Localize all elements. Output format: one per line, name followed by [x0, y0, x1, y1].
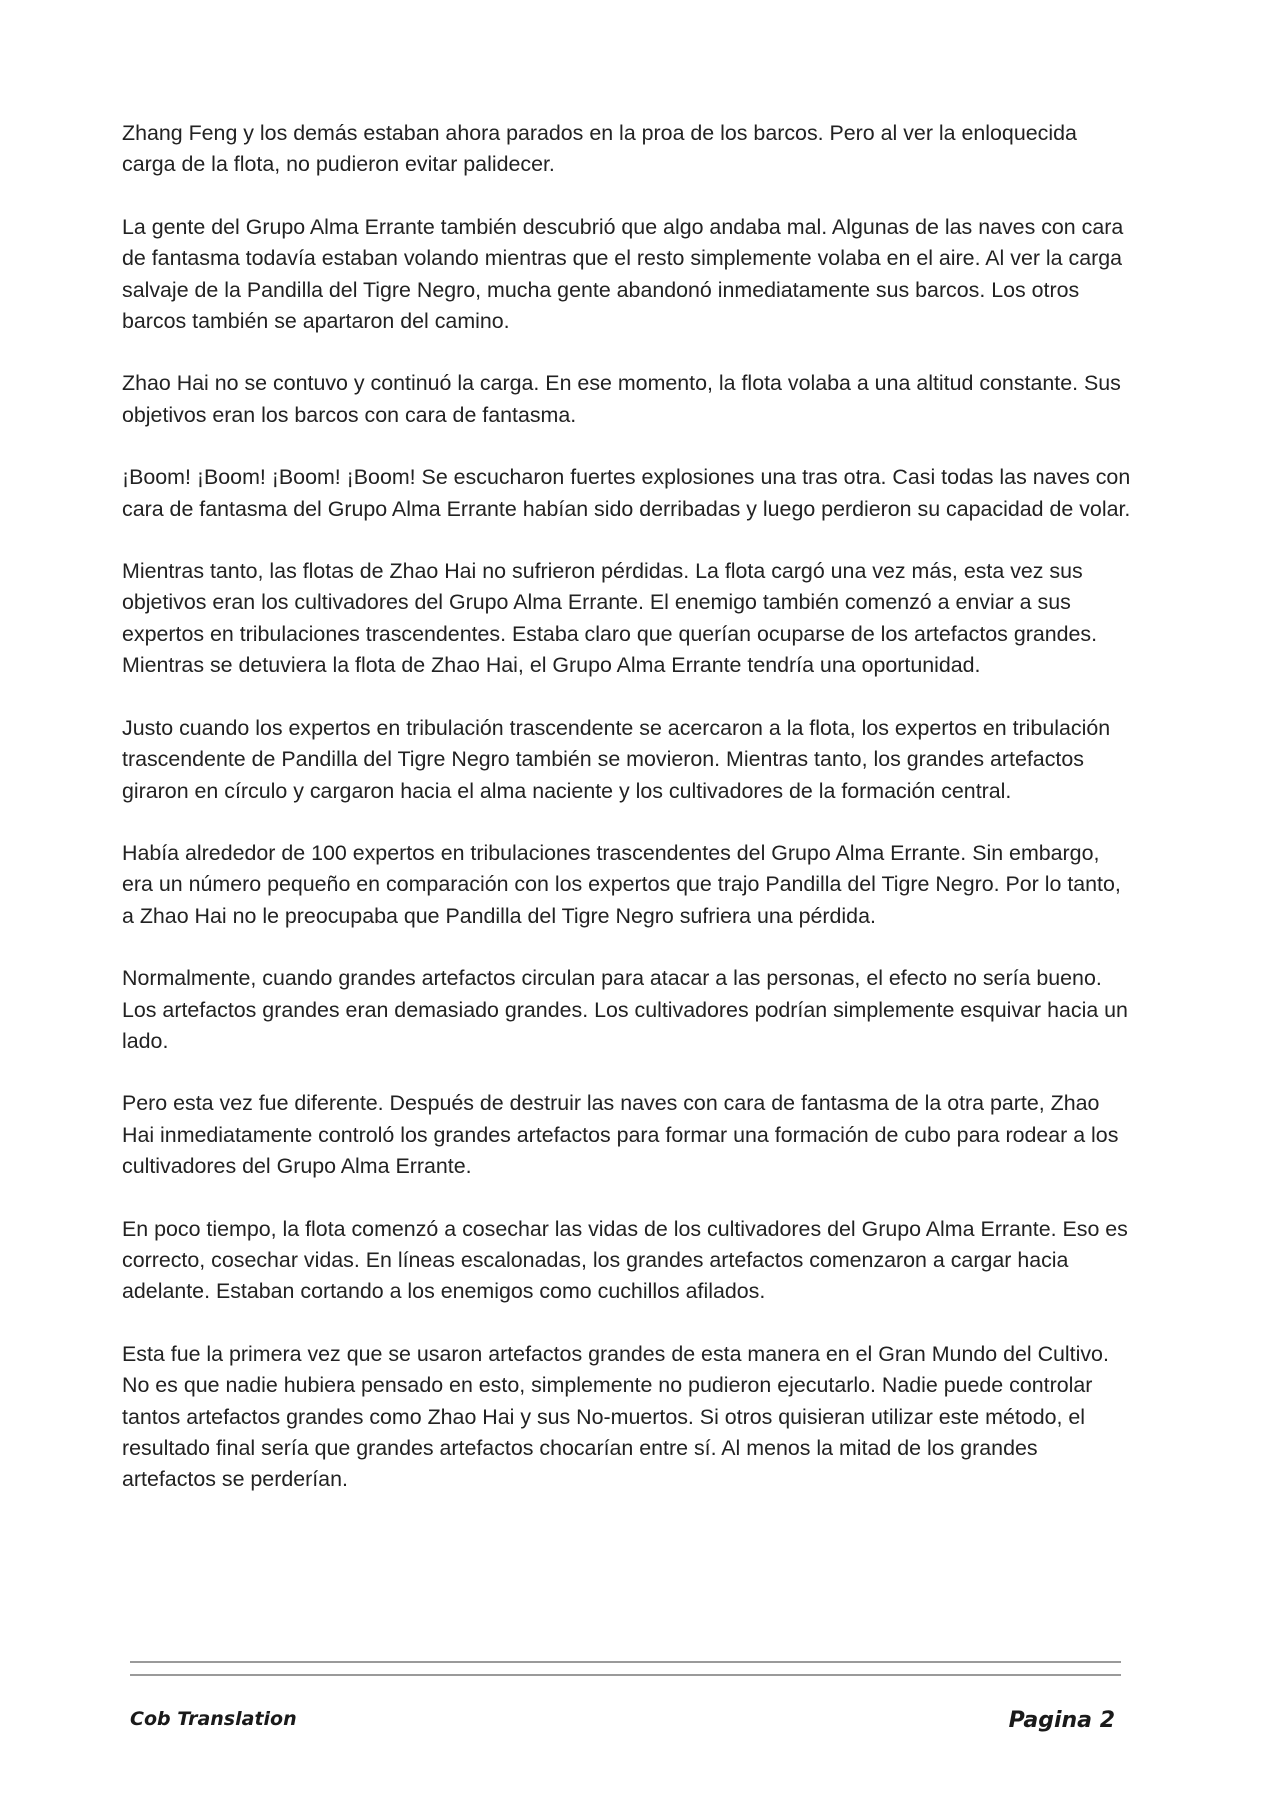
document-body — [122, 118, 1132, 1527]
paragraph-5: Mientras tanto, las flotas de Zhao Hai no sufrieron pérdidas. La flota cargó una vez más, esta vez sus objetivos eran los cultivadores del Grupo Alma Errante. El enemigo también comenzó a enviar a sus expertos en tribulaciones trascendentes. Estaba claro que querían ocuparse de los artefactos grandes. Mientras se detuviera la flota de Zhao Hai, el Grupo Alma Errante tendría una oportunidad. — [122, 559, 1098, 678]
paragraph-10: En poco tiempo, la flota comenzó a cosechar las vidas de los cultivadores del Grupo Alma Errante. Eso es correcto, cosechar vidas. En líneas escalonadas, los grandes artefactos comenzaron a cargar hacia adelante. Estaban cortando a los enemigos como cuchillos afilados. — [122, 1216, 1128, 1304]
footer-divider-top — [130, 1661, 1121, 1663]
footer-page-number: Pagina 2 — [1008, 1708, 1115, 1733]
footer-divider-bottom — [130, 1674, 1121, 1676]
paragraph-2: La gente del Grupo Alma Errante también descubrió que algo andaba mal. Algunas de las naves con cara de fantasma todavía estaban volando mientras que el resto simplemente volaba en el aire. Al ver la carga salvaje de la Pandilla del Tigre Negro, mucha gente abandonó inmediatamente sus barcos. Los otros barcos también se apartaron del camino. — [122, 214, 1124, 334]
paragraph-3: Zhao Hai no se contuvo y continuó la carga. En ese momento, la flota volaba a una altitud constante. Sus objetivos eran los barcos con cara de fantasma. — [122, 371, 1121, 427]
paragraph-4: ¡Boom! ¡Boom! ¡Boom! ¡Boom! Se escucharon fuertes explosiones una tras otra. Casi todas las naves con cara de fantasma del Grupo Alma Errante habían sido derribadas y luego perdieron su capacidad de volar. — [122, 465, 1131, 521]
paragraph-8: Normalmente, cuando grandes artefactos circulan para atacar a las personas, el efecto no sería bueno. Los artefactos grandes eran demasiado grandes. Los cultivadores podrían simplemente esquivar hacia un lado. — [122, 966, 1128, 1053]
paragraph-11: Esta fue la primera vez que se usaron artefactos grandes de esta manera en el Gran Mundo del Cultivo. No es que nadie hubiera pensado en esto, simplemente no pudieron ejecutarlo. Nadie puede controlar tantos artefactos grandes como Zhao Hai y sus No-muertos. Si otros quisieran utilizar este método, el resultado final sería que grandes artefactos chocarían entre sí. Al menos la mitad de los grandes artefactos se perderían. — [122, 1341, 1109, 1492]
paragraph-9: Pero esta vez fue diferente. Después de destruir las naves con cara de fantasma de la otra parte, Zhao Hai inmediatamente controló los grandes artefactos para formar una formación de cubo para rodear a los cultivadores del Grupo Alma Errante. — [122, 1091, 1119, 1179]
footer-translator-credit: Cob Translation — [130, 1708, 297, 1730]
paragraph-6: Justo cuando los expertos en tribulación trascendente se acercaron a la flota, los expertos en tribulación trascendente de Pandilla del Tigre Negro también se movieron. Mientras tanto, los grandes artefactos giraron en círculo y cargaron hacia el alma naciente y los cultivadores de la formación central. — [122, 715, 1111, 803]
paragraph-7: Había alrededor de 100 expertos en tribulaciones trascendentes del Grupo Alma Errante. Sin embargo, era un número pequeño en comparación con los expertos que trajo Pandilla del Tigre Negro. Por lo tanto, a Zhao Hai no le preocupaba que Pandilla del Tigre Negro sufriera una pérdida. — [122, 840, 1121, 928]
paragraph-1: Zhang Feng y los demás estaban ahora parados en la proa de los barcos. Pero al ver la enloquecida carga de la flota, no pudieron evitar palidecer. — [122, 121, 1077, 177]
